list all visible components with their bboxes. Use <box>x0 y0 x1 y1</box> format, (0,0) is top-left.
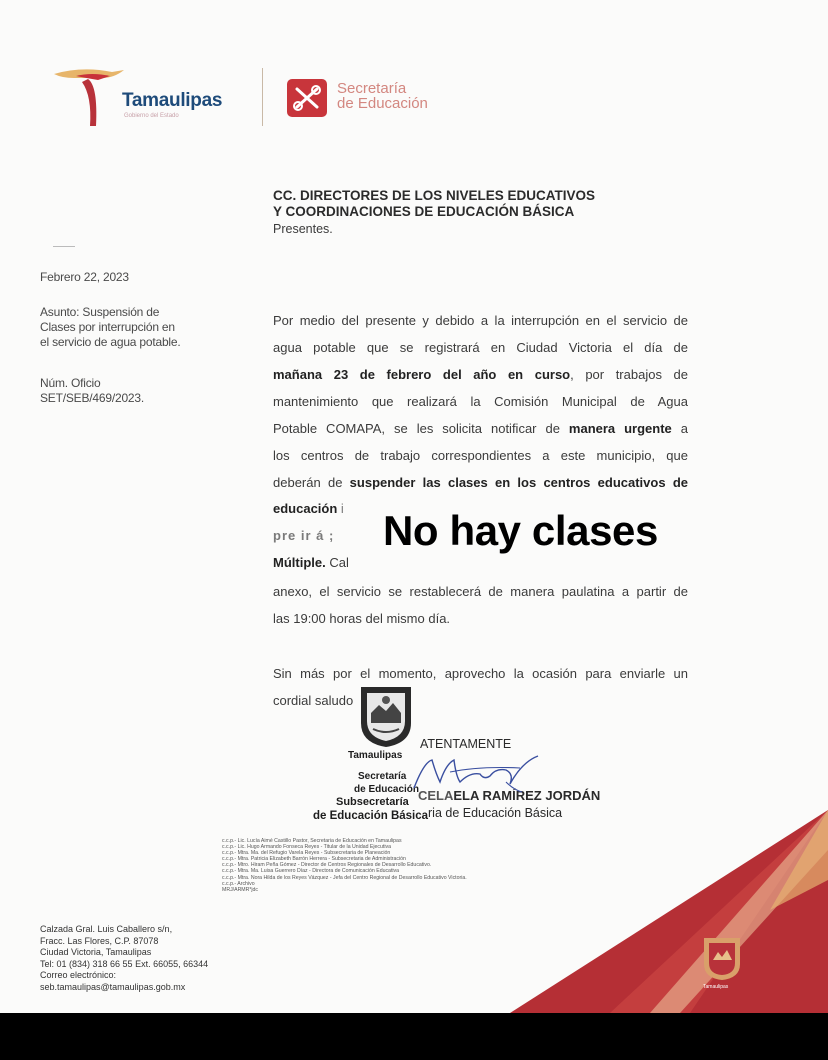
body-line: Por medio del presente y debido a la interrupción en el servicio de <box>273 313 688 328</box>
body-line: Múltiple. Cal <box>273 555 349 570</box>
letter-oficio-number: Núm. Oficio SET/SEB/469/2023. <box>40 376 145 405</box>
body-line: agua potable que se registrará en Ciudad Victoria el día de <box>273 340 688 355</box>
letter-date: Febrero 22, 2023 <box>40 270 129 284</box>
stamp-text: Subsecretaría <box>336 796 409 808</box>
crest-label: Tamaulipas <box>703 984 729 990</box>
ccp-list: c.c.p.- Lic. Lucía Aimé Castillo Pastor, Secretaria de Educación en Tamaulipas c.c.p.- Lic. Hugo Armando Fonseca Reyes - Titular de la Unidad Ejecutiva c.c.p.- Mtra. Ma. del Refugio Varela Reyes - Subsecretaria de Planeación c.c.p.- Mtra. Patricia Elizabeth Barrón Herrera - Subsecretaria de Administración c.c.p.- Mtro. Hiram Peña Gómez - Director de Centros Regionales de Desarrollo Educativo. c.c.p.- Mtra. Ma. Luisa Guerrero Díaz - Directora de Comunicación Educativa c.c.p.- Mtra. Nora Hilda de los Reyes Vázquez - Jefa del Centro Regional de Desarrollo Educativo Victoria. c.c.p.- Archivo MRJ/ARMR*jdc <box>222 838 467 893</box>
recipient-line-1: CC. DIRECTORES DE LOS NIVELES EDUCATIVOS <box>273 188 596 203</box>
tamaulipas-logo-subtitle: Gobierno del Estado <box>124 113 179 119</box>
body-line: educación i <box>273 501 345 516</box>
body-line: los centros de trabajo correspondientes a este municipio, que <box>273 448 688 463</box>
logo-divider <box>262 68 263 126</box>
signer-title: ria de Educación Básica <box>428 806 563 820</box>
recipient-presentes: Presentes. <box>273 222 333 236</box>
signer-name: CELAELA RAMÍREZ JORDÁN <box>418 788 601 803</box>
tamaulipas-logo-name: Tamaulipas <box>122 90 223 111</box>
stamp-text: Secretaría <box>358 771 407 782</box>
tamaulipas-crest-icon <box>700 934 744 982</box>
bottom-black-bar <box>0 1013 828 1060</box>
body-line: las 19:00 horas del mismo día. <box>273 611 451 626</box>
body-line: mantenimiento que realizará la Comisión Municipal de Agua <box>273 394 688 409</box>
sidebar-divider <box>53 246 75 247</box>
body-line: mañana 23 de febrero del año en curso, por trabajos de <box>273 367 688 382</box>
official-seal-icon <box>355 683 417 749</box>
stamp-text: de Educación Básica <box>313 810 429 822</box>
recipient-block <box>273 188 595 220</box>
stamp-text: de Educación <box>354 784 420 795</box>
secretaria-logo-icon <box>287 79 327 117</box>
footer-corner-decoration <box>480 790 828 1013</box>
email-link: seb.tamaulipas@tamaulipas.gob.mx <box>40 981 186 992</box>
body-line: Potable COMAPA, se les solicita notificar de manera urgente a <box>273 421 688 436</box>
body-line: deberán de suspender las clases en los centros educativos de <box>273 475 688 490</box>
body-line: anexo, el servicio se restablecerá de manera paulatina a partir de <box>273 584 688 599</box>
body-closing: cordial saludo <box>273 693 354 708</box>
body-closing: Sin más por el momento, aprovecho la ocasión para enviarle un <box>273 666 688 681</box>
address-block: Calzada Gral. Luis Caballero s/n, Fracc. Las Flores, C.P. 87078 Ciudad Victoria, Tamaulipas Tel: 01 (834) 318 66 55 Ext. 66055, 66344 Correo electrónico: seb.tamaulipas@tamaulipas.gob.mx <box>40 924 209 992</box>
overlay-caption: No hay clases <box>383 507 658 554</box>
letter-subject: Asunto: Suspensión de Clases por interrupción en el servicio de agua potable. <box>40 305 181 349</box>
stamp-text: Tamaulipas <box>348 750 403 761</box>
atentamente-label: ATENTAMENTE <box>420 737 512 751</box>
tamaulipas-logo-icon <box>52 66 132 128</box>
body-line: pre ir á ; <box>273 528 335 543</box>
secretaria-logo-name: Secretaría de Educación <box>337 80 428 112</box>
recipient-line-2: Y COORDINACIONES DE EDUCACIÓN BÁSICA <box>273 204 575 219</box>
